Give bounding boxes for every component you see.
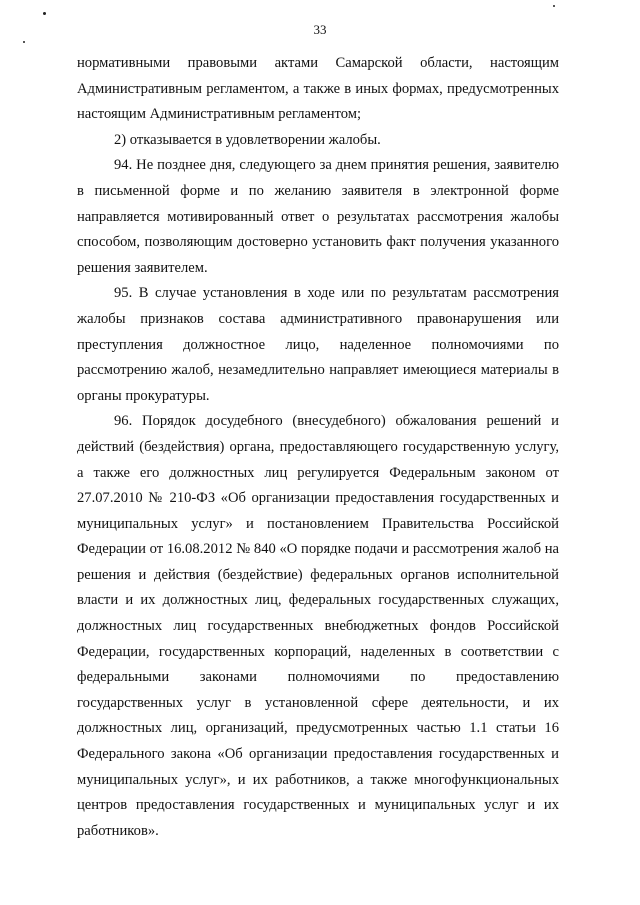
paragraph-list-item-2: 2) отказывается в удовлетворении жалобы. xyxy=(114,131,381,148)
paragraph-94: 94. Не позднее дня, следующего за днем принятия решения, заявителю в письменной форме и по желанию заявителя в электронной форме направляется мотивированный ответ о результатах рассмотрения жалобы способом, позволяющим достоверно установить факт получения указанного решения заявителем. xyxy=(77,157,559,276)
scan-speck xyxy=(553,5,555,7)
document-body xyxy=(77,51,559,844)
page-number: 33 xyxy=(313,22,327,37)
scan-speck xyxy=(43,12,46,15)
scan-speck xyxy=(23,41,25,43)
paragraph-95: 95. В случае установления в ходе или по результатам рассмотрения жалобы признаков состава административного правонарушения или преступления должностное лицо, наделенное полномочиями по рассмотрению жалоб, незамедлительно направляет имеющиеся материалы в органы прокуратуры. xyxy=(77,285,559,404)
paragraph-continuation: нормативными правовыми актами Самарской области, настоящим Административным регламентом, а также в иных формах, предусмотренных настоящим Административным регламентом; xyxy=(77,55,559,123)
paragraph-96: 96. Порядок досудебного (внесудебного) обжалования решений и действий (бездействия) органа, предоставляющего государственную услугу, а также его должностных лиц регулируется Федеральным законом от 27.07.2010 № 210-ФЗ «Об организации предоставления государственных и муниципальных услуг» и постановлением Правительства Российской Федерации от 16.08.2012 № 840 «О порядке подачи и рассмотрения жалоб на решения и действия (бездействие) федеральных органов исполнительной власти и их должностных лиц, федеральных государственных служащих, должностных лиц государственных внебюджетных фондов Российской Федерации, государственных корпораций, наделенных в соответствии с федеральными законами полномочиями по предоставлению государственных услуг в установленной сфере деятельности, и их должностных лиц, организаций, предусмотренных частью 1.1 статьи 16 Федерального закона «Об организации предоставления государственных и муниципальных услуг», и их работников, а также многофункциональных центров предоставления государственных и муниципальных услуг и их работников». xyxy=(77,413,559,839)
